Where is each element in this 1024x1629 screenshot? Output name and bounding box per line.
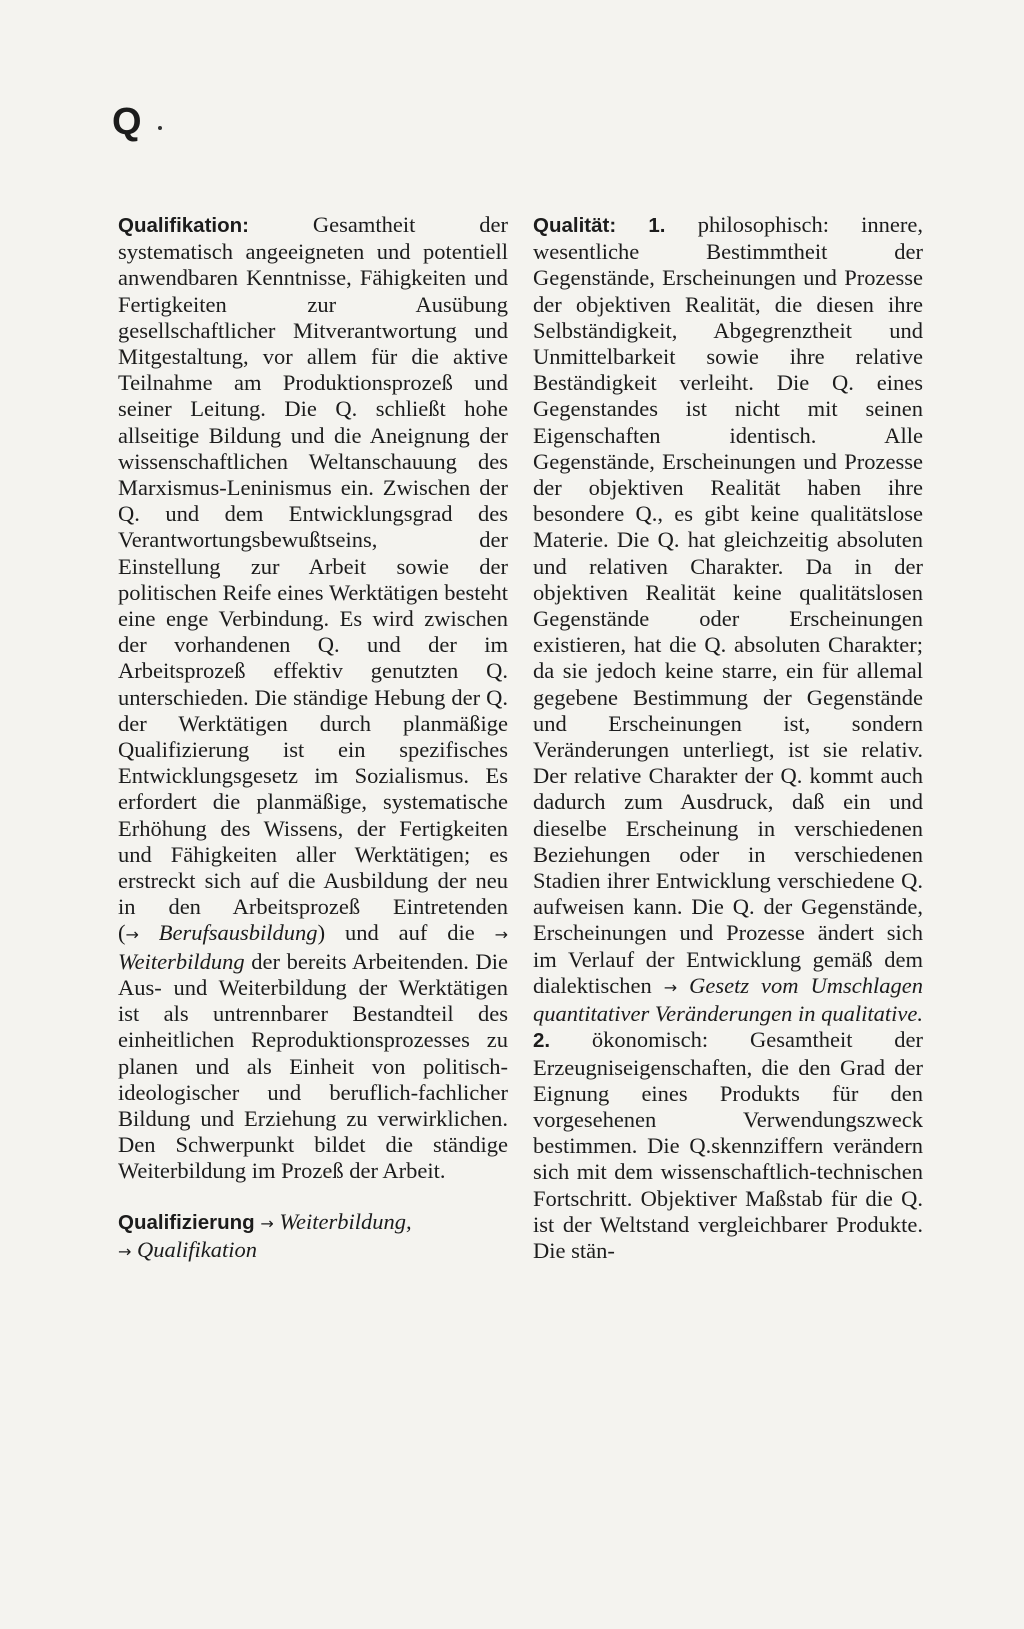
entry-text: Gesamtheit der systematisch angeeigneten und potentiell anwendbaren Kenntnisse, Fähigkeiten und Fertigkeiten zur Ausübung gesellschaftlicher Mitverantwortung und Mitgestaltung, vor allem für die aktive Teilnahme am Produktionsprozeß und seiner Leitung. Die Q. schließt hohe allseitige Bildung und die Aneignung der wissenschaftlichen Weltanschauung des Marxismus-Leninismus ein. Zwischen der Q. und dem Entwicklungsgrad des Verantwortungsbewußtseins, der Einstellung zur Arbeit sowie der politischen Reife eines Werktätigen besteht eine enge Verbindung. Es wird zwischen der vorhandenen Q. und der im Arbeitsprozeß effektiv genutzten Q. unterschieden. Die ständige Hebung der Q. der Werktätigen durch planmäßige Qualifizierung ist ein spezifisches Entwicklungsgesetz im Sozialismus. Es erfordert die planmäßige, systematische Erhöhung des Wissens, der Fertigkeiten und Fähigkeiten aller Werktätigen; es erstreckt sich auf die Ausbildung der neu in den Arbeitsprozeß Eintretenden ( <box>118 212 508 946</box>
cross-reference-link[interactable]: Gesetz vom Umschlagen quantitativer Veränderungen in qualitative. <box>533 972 924 1027</box>
entry-separator <box>118 1185 508 1209</box>
entry-text: philosophisch: innere, wesentliche Bestimmtheit der Gegenstände, Erscheinungen und Prozesse der objektiven Realität, die diesen ihre Selbständigkeit, Abgegrenztheit und Unmittelbarkeit sowie ihre relative Beständigkeit verleiht. Die Q. eines Gegenstandes ist nicht mit seinen Eigenschaften identisch. Alle Gegenstände, Erscheinungen und Prozesse der objektiven Realität haben ihre besondere Q., es gibt keine qualitätslose Materie. Die Q. hat gleichzeitig absoluten und relativen Charakter. Da in der objektiven Realität keine qualitätslosen Gegenstände oder Erscheinungen existieren, hat die Q. absoluten Charakter; da sie jedoch keine starre, ein für allemal gegebene Bestimmung der Gegenstände und Erscheinungen ist, sondern Veränderungen unterliegt, ist sie relativ. Der relative Charakter der Q. kommt auch dadurch zum Ausdruck, daß ein und dieselbe Erscheinung in verschiedenen Beziehungen oder in verschiedenen Stadien ihrer Entwicklung verschiedene Q. aufweisen kann. Die Q. der Gegenstände, Erscheinungen und Prozesse ändert sich im Verlauf der Entwicklung gemäß dem dialektischen <box>533 212 923 998</box>
entry-body <box>118 212 508 1185</box>
cross-reference-link[interactable]: Weiterbildung <box>118 948 245 974</box>
entry-text: ) und auf die <box>317 920 495 946</box>
cross-reference-link[interactable]: Weiterbildung, <box>279 1208 412 1234</box>
headword: Qualifizierung <box>118 1210 255 1234</box>
right-column <box>533 212 923 1264</box>
reference-arrow-icon: → <box>260 1213 274 1233</box>
entry-text: ökonomisch: Gesamtheit der Erzeugniseigenschaften, die den Grad der Eignung eines Produkts für den vorgesehenen Verwendungszweck bestimmen. Die Q.skennziffern verändern sich mit dem wissenschaftlich-technischen Fortschritt. Objektiver Maßstab für die Q. ist der Weltstand vergleichbarer Produkte. Die stän- <box>533 1027 923 1263</box>
cross-reference-link[interactable]: Berufsausbildung <box>158 920 318 946</box>
left-column <box>118 212 508 1265</box>
section-letter: Q <box>112 101 142 143</box>
entry-qualitaet <box>533 212 923 1264</box>
reference-arrow-icon: → <box>118 1241 132 1261</box>
section-dot <box>158 126 162 130</box>
entry-qualifikation <box>118 212 508 1185</box>
headword: Qualifikation: <box>118 214 249 237</box>
sense-number: 2. <box>533 1029 551 1053</box>
entry-body <box>118 1209 508 1265</box>
reference-arrow-icon: → <box>125 925 139 945</box>
cross-reference-link[interactable]: Qualifikation <box>137 1236 258 1262</box>
entry-qualifizierung <box>118 1209 508 1265</box>
entry-body <box>533 212 923 1264</box>
reference-arrow-icon: → <box>494 925 508 945</box>
sense-number: 1. <box>648 214 666 237</box>
headword: Qualität: <box>533 214 617 237</box>
reference-arrow-icon: → <box>663 977 678 997</box>
entry-text: der bereits Arbeitenden. Die Aus- und Weiterbildung der Werktätigen ist als untrennbarer Bestandteil des einheitlichen Reproduktionsprozesses zu planen und als Einheit von politisch-ideologischer und beruflich-fachlicher Bildung und Erziehung zu verwirklichen. Den Schwerpunkt bildet die ständige Weiterbildung im Prozeß der Arbeit. <box>118 948 508 1184</box>
